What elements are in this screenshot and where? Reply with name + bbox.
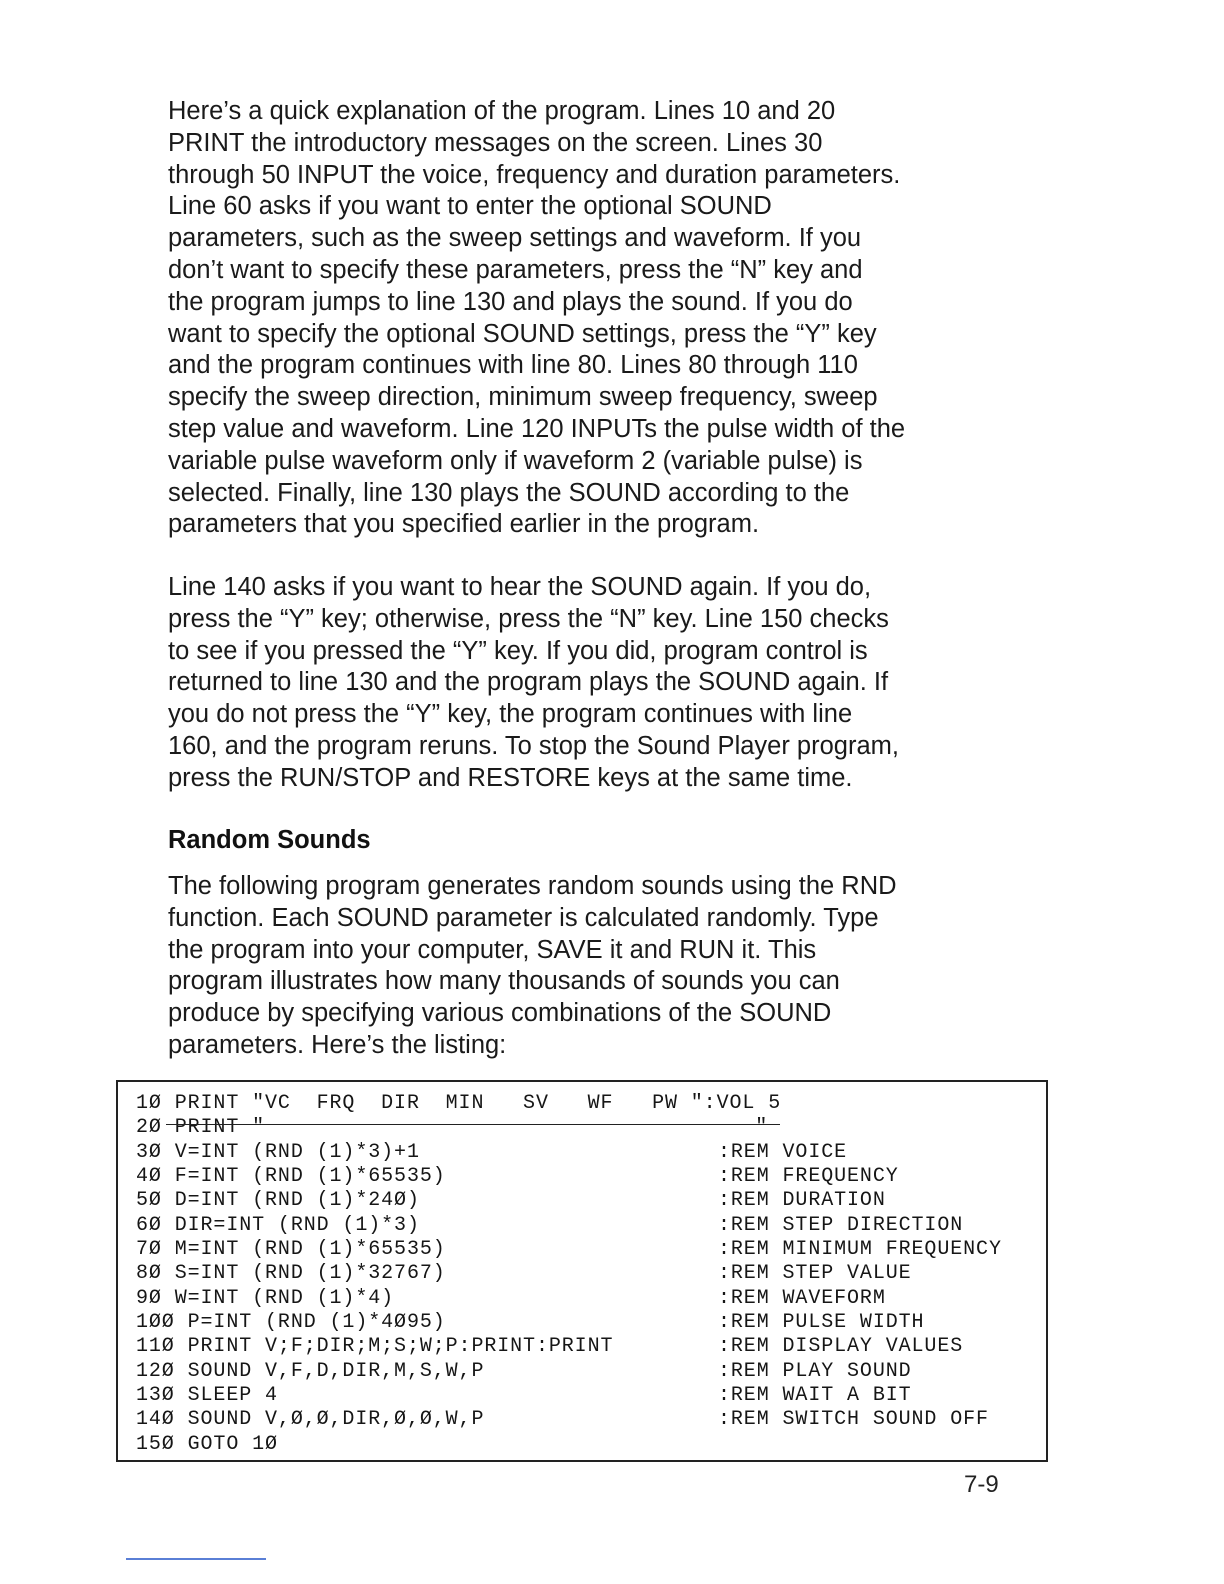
listing-remark: :REM WAVEFORM xyxy=(718,1286,886,1310)
listing-line xyxy=(118,1238,1046,1262)
listing-statement: 5Ø D=INT (RND (1)*24Ø) xyxy=(136,1189,420,1213)
listing-statement: 2Ø PRINT " " xyxy=(136,1116,769,1140)
listing-remark: :REM STEP VALUE xyxy=(718,1262,912,1286)
listing-statement: 8Ø S=INT (RND (1)*32767) xyxy=(136,1262,446,1286)
program-listing xyxy=(116,1080,1048,1462)
body-paragraph: The following program generates random sounds using the RND function. Each SOUND parameter is calculated randomly. Type the program into your computer, SAVE it and RUN it. This program illustrates how many thousands of sounds you can produce by specifying various combinations of the SOUND parameters. Here’s the listing: xyxy=(168,872,897,1059)
listing-line xyxy=(118,1092,1046,1116)
listing-statement: 13Ø SLEEP 4 xyxy=(136,1384,278,1408)
listing-line xyxy=(118,1408,1046,1432)
listing-statement: 4Ø F=INT (RND (1)*65535) xyxy=(136,1165,446,1189)
listing-statement: 12Ø SOUND V,F,D,DIR,M,S,W,P xyxy=(136,1359,485,1383)
listing-statement: 15Ø GOTO 1Ø xyxy=(136,1432,278,1456)
listing-statement: 9Ø W=INT (RND (1)*4) xyxy=(136,1286,395,1310)
listing-line xyxy=(118,1165,1046,1189)
listing-statement: 6Ø DIR=INT (RND (1)*3) xyxy=(136,1213,420,1237)
listing-line xyxy=(118,1116,1046,1140)
listing-line xyxy=(118,1141,1046,1165)
listing-line xyxy=(118,1214,1046,1238)
listing-statement: 11Ø PRINT V;F;DIR;M;S;W;P:PRINT:PRINT xyxy=(136,1335,614,1359)
listing-statement: 3Ø V=INT (RND (1)*3)+1 xyxy=(136,1140,420,1164)
listing-line xyxy=(118,1287,1046,1311)
listing-line xyxy=(118,1311,1046,1335)
listing-remark: :REM PULSE WIDTH xyxy=(718,1311,925,1335)
listing-statement: 14Ø SOUND V,Ø,Ø,DIR,Ø,Ø,W,P xyxy=(136,1408,485,1432)
listing-remark: :REM DURATION xyxy=(718,1189,886,1213)
footer-rule xyxy=(126,1558,266,1560)
section-heading: Random Sounds xyxy=(168,826,371,854)
listing-remark: :REM STEP DIRECTION xyxy=(718,1213,964,1237)
body-paragraph: Here’s a quick explanation of the program. Lines 10 and 20 PRINT the introductory messages on the screen. Lines 30 through 50 INPUT the voice, frequency and duration parameters. Line 60 asks if you want to enter the optional SOUND parameters, such as the sweep settings and waveform. If you don’t want to specify these parameters, press the “N” key and the program jumps to line 130 and plays the sound. If you do want to specify the optional SOUND settings, press the “Y” key and the program continues with line 80. Lines 80 through 110 specify the sweep direction, minimum sweep frequency, sweep step value and waveform. Line 120 INPUTs the pulse width of the variable pulse waveform only if waveform 2 (variable pulse) is selected. Finally, line 130 plays the SOUND according to the parameters that you specified earlier in the program. xyxy=(168,97,906,539)
listing-line xyxy=(118,1384,1046,1408)
listing-line xyxy=(118,1433,1046,1457)
listing-line xyxy=(118,1189,1046,1213)
listing-line xyxy=(118,1335,1046,1359)
listing-statement: 1ØØ P=INT (RND (1)*4Ø95) xyxy=(136,1311,446,1335)
listing-line xyxy=(118,1262,1046,1286)
listing-remark: :REM WAIT A BIT xyxy=(718,1384,912,1408)
listing-statement: 7Ø M=INT (RND (1)*65535) xyxy=(136,1238,446,1262)
listing-remark: :REM FREQUENCY xyxy=(718,1165,899,1189)
print-separator-rule xyxy=(166,1124,780,1125)
page-number: 7-9 xyxy=(964,1471,999,1498)
body-paragraph: Line 140 asks if you want to hear the SOUND again. If you do, press the “Y” key; otherwise, press the “N” key. Line 150 checks to see if you pressed the “Y” key. If you did, program control is returned to line 130 and the program plays the SOUND again. If you do not press the “Y” key, the program continues with line 160, and the program reruns. To stop the Sound Player program, press the RUN/STOP and RESTORE keys at the same time. xyxy=(168,573,899,792)
listing-remark: :REM SWITCH SOUND OFF xyxy=(718,1408,989,1432)
listing-line xyxy=(118,1360,1046,1384)
listing-remark: :REM VOICE xyxy=(718,1140,848,1164)
listing-remark: :REM DISPLAY VALUES xyxy=(718,1335,964,1359)
listing-remark: :REM PLAY SOUND xyxy=(718,1359,912,1383)
listing-remark: :REM MINIMUM FREQUENCY xyxy=(718,1238,1002,1262)
listing-statement: 1Ø PRINT "VC FRQ DIR MIN SV WF PW ":VOL 5 xyxy=(136,1092,782,1115)
